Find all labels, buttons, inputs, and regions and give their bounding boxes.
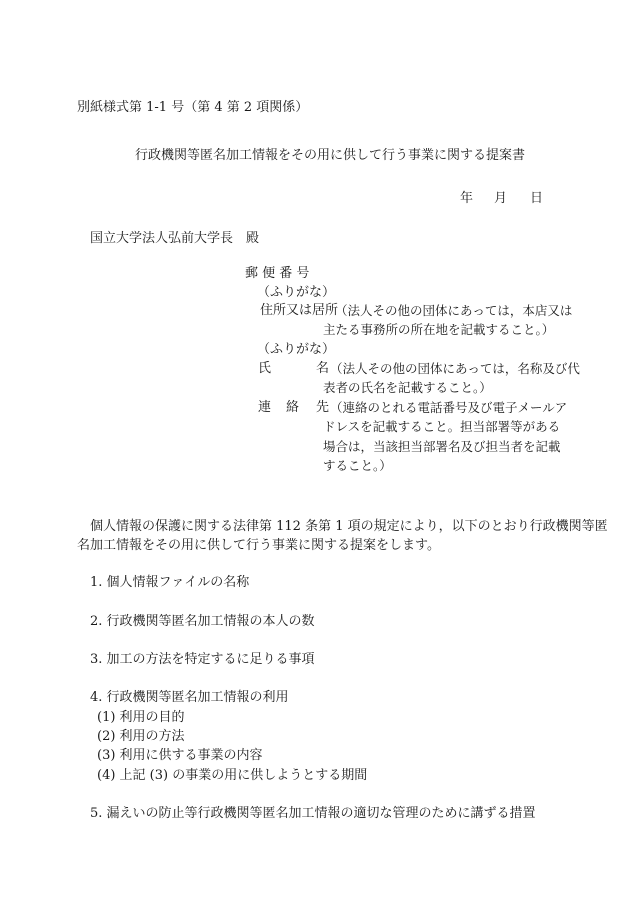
furigana-label-2: （ふりがな） bbox=[257, 342, 336, 357]
contact-note-line-2: ドレスを記載すること。担当部署等がある bbox=[323, 419, 561, 434]
contact-label-char-1: 連 bbox=[258, 400, 272, 415]
postal-code-label: 郵 便 番 号 bbox=[245, 266, 310, 281]
address-note-line-1: （法人その他の団体にあっては，本店又は bbox=[335, 303, 573, 318]
contact-note-line-3: 場合は，当該担当部署名及び担当者を記載 bbox=[323, 439, 561, 454]
date-year: 年 bbox=[460, 191, 474, 206]
item-1: 1. 個人情報ファイルの名称 bbox=[90, 575, 250, 590]
item-4-4: (4) 上記 (3) の事業の用に供しようとする期間 bbox=[97, 768, 368, 783]
date-day: 日 bbox=[530, 191, 544, 206]
name-note-line-1: （法人その他の団体にあっては，名称及び代 bbox=[330, 361, 580, 376]
address-note-line-2: 主たる事務所の所在地を記載すること。） bbox=[323, 322, 555, 337]
body-paragraph-line-1: 個人情報の保護に関する法律第 112 条第 1 項の規定により，以下のとおり行政機関等匿 bbox=[90, 519, 608, 534]
item-3: 3. 加工の方法を特定するに足りる事項 bbox=[90, 652, 315, 667]
body-paragraph-line-2: 名加工情報をその用に供して行う事業に関する提案をします。 bbox=[77, 538, 440, 553]
item-2: 2. 行政機関等匿名加工情報の本人の数 bbox=[90, 614, 315, 629]
contact-note-line-1: （連絡のとれる電話番号及び電子メールア bbox=[330, 400, 568, 415]
item-4-3: (3) 利用に供する事業の内容 bbox=[97, 748, 263, 763]
item-4-1: (1) 利用の目的 bbox=[97, 710, 185, 725]
address-label: 住所又は居所 bbox=[260, 303, 339, 318]
contact-note-line-4: すること。） bbox=[323, 458, 392, 473]
contact-label-char-3: 先 bbox=[316, 400, 330, 415]
name-note-line-2: 表者の氏名を記載すること。） bbox=[323, 380, 492, 395]
furigana-label-1: （ふりがな） bbox=[257, 285, 336, 300]
name-label-second: 名 bbox=[316, 361, 330, 376]
item-5: 5. 漏えいの防止等行政機関等匿名加工情報の適切な管理のために講ずる措置 bbox=[90, 806, 536, 821]
contact-label-char-2: 絡 bbox=[286, 400, 300, 415]
name-label-first: 氏 bbox=[258, 361, 272, 376]
item-4-2: (2) 利用の方法 bbox=[97, 729, 185, 744]
item-4: 4. 行政機関等匿名加工情報の利用 bbox=[90, 690, 289, 705]
addressee: 国立大学法人弘前大学長 殿 bbox=[90, 231, 260, 246]
date-month: 月 bbox=[494, 191, 508, 206]
document-title: 行政機関等匿名加工情報をその用に供して行う事業に関する提案書 bbox=[135, 148, 526, 163]
form-label: 別紙様式第 1-1 号（第 4 第 2 項関係） bbox=[77, 100, 309, 115]
